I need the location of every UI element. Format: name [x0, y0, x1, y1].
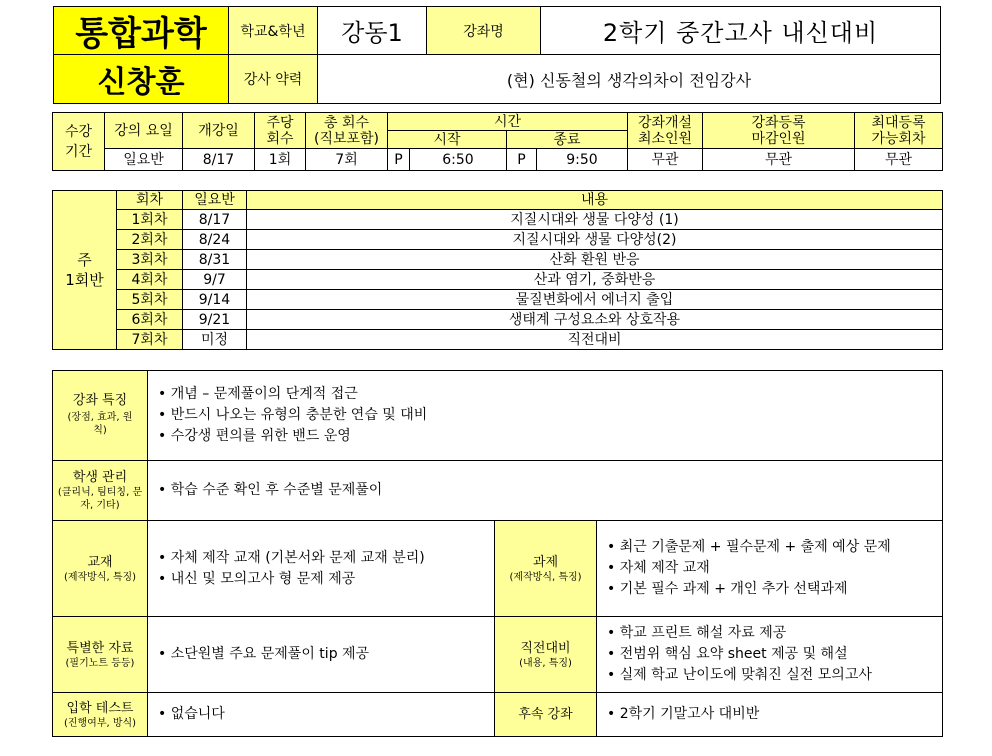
session-cell: 1회차 [117, 210, 183, 230]
session-cell: 2회차 [117, 230, 183, 250]
day-label: 강의 요일 [105, 113, 183, 149]
school-grade-value: 강동1 [317, 6, 427, 55]
entry-test-label [53, 693, 148, 737]
table-row [53, 330, 943, 350]
list-item: • 전범위 핵심 요약 sheet 제공 및 해설 [607, 644, 942, 665]
management-title: 학생 관리 [72, 470, 128, 485]
list-item: • 소단원별 주요 문제풀이 tip 제공 [158, 644, 494, 665]
day-value: 일요반 [105, 149, 183, 171]
entry-test-sub: (진행여부, 방식) [63, 717, 137, 729]
table-row [53, 290, 943, 310]
content-cell: 생태계 구성요소와 상호작용 [247, 310, 943, 330]
features-label [53, 371, 148, 461]
list-item: • 반드시 나오는 유형의 충분한 연습 및 대비 [158, 405, 942, 426]
teacher-profile-label: 강사 약력 [228, 54, 318, 104]
total-value: 7회 [306, 149, 388, 171]
follow-up-list [597, 704, 942, 725]
list-item: • 개념 – 문제풀이의 단계적 접근 [158, 384, 942, 405]
end-ampm: P [507, 149, 537, 171]
textbook-sub: (제작방식, 특징) [63, 571, 137, 583]
course-name-value: 2학기 중간고사 내신대비 [540, 6, 941, 55]
list-item: • 2학기 기말고사 대비반 [607, 704, 942, 725]
period-label: 수강 기간 [53, 113, 105, 171]
textbook-title: 교재 [87, 554, 113, 570]
teacher-name: 신창훈 [53, 54, 229, 104]
final-prep-title: 직전대비 [520, 640, 571, 656]
special-list [148, 644, 494, 665]
col-day: 일요반 [183, 191, 247, 210]
table-row [53, 270, 943, 290]
table-row [53, 230, 943, 250]
session-cell: 4회차 [117, 270, 183, 290]
content-cell: 물질변화에서 에너지 출입 [247, 290, 943, 310]
homework-title: 과제 [532, 554, 559, 570]
content-cell: 지질시대와 생물 다양성(2) [247, 230, 943, 250]
features-title: 강좌 특징 [72, 393, 128, 408]
teacher-profile-value: (현) 신동철의 생각의차이 전임강사 [317, 54, 941, 104]
homework-list [597, 537, 942, 600]
final-prep-label [495, 617, 597, 693]
list-item: • 없습니다 [158, 704, 494, 725]
list-item: • 자체 제작 교재 (기본서와 문제 교재 분리) [158, 548, 494, 569]
schedule-table [52, 112, 943, 171]
date-cell: 미정 [183, 330, 247, 350]
details-table [52, 370, 943, 737]
start-date-label: 개강일 [183, 113, 255, 149]
follow-up-label [495, 693, 597, 737]
date-cell: 9/21 [183, 310, 247, 330]
min-value: 무관 [628, 149, 703, 171]
table-row [53, 250, 943, 270]
start-ampm: P [388, 149, 410, 171]
list-item: • 내신 및 모의고사 형 문제 제공 [158, 569, 494, 590]
total-label: 총 회수 (직보포함) [306, 113, 388, 149]
session-cell: 7회차 [117, 330, 183, 350]
col-session: 회차 [117, 191, 183, 210]
list-item: • 수강생 편의를 위한 밴드 운영 [158, 426, 942, 447]
session-cell: 5회차 [117, 290, 183, 310]
date-cell: 8/24 [183, 230, 247, 250]
content-cell: 산과 염기, 중화반응 [247, 270, 943, 290]
start-date-value: 8/17 [183, 149, 255, 171]
features-sub: (장점, 효과, 원칙) [67, 412, 133, 436]
date-cell: 9/14 [183, 290, 247, 310]
follow-up-title: 후속 강좌 [518, 707, 573, 722]
special-title: 특별한 자료 [66, 640, 134, 656]
list-item: • 최근 기출문제 + 필수문제 + 출제 예상 문제 [607, 537, 942, 558]
content-cell: 지질시대와 생물 다양성 (1) [247, 210, 943, 230]
time-label: 시간 [388, 113, 628, 131]
weekly-value: 1회 [255, 149, 306, 171]
management-label [53, 461, 148, 521]
final-prep-list [597, 623, 942, 686]
curriculum-table [52, 190, 943, 350]
management-sub: (클리닉, 팀티칭, 문자, 기타) [57, 487, 143, 511]
time-end-label: 종료 [507, 131, 628, 149]
list-item: • 자체 제작 교재 [607, 558, 942, 579]
list-item: • 학습 수준 확인 후 수준별 문제풀이 [158, 480, 942, 501]
course-name-label: 강좌명 [426, 6, 541, 55]
col-content: 내용 [247, 191, 943, 210]
list-item: • 기본 필수 과제 + 개인 추가 선택과제 [607, 579, 942, 600]
features-list [148, 384, 942, 447]
management-list [148, 480, 942, 501]
entry-test-title: 입학 테스트 [66, 700, 134, 716]
max-label: 최대등록 가능회차 [855, 113, 943, 149]
entry-test-list [148, 704, 494, 725]
textbook-list [148, 548, 494, 590]
list-item: • 학교 프린트 해설 자료 제공 [607, 623, 942, 644]
table-row [53, 310, 943, 330]
special-sub: (필기노트 등등) [65, 657, 135, 669]
table-row [53, 210, 943, 230]
time-start-label: 시작 [388, 131, 507, 149]
date-cell: 8/17 [183, 210, 247, 230]
content-cell: 산화 환원 반응 [247, 250, 943, 270]
textbook-label [53, 521, 148, 617]
deadline-value: 무관 [703, 149, 855, 171]
start-time: 6:50 [410, 149, 507, 171]
session-cell: 3회차 [117, 250, 183, 270]
session-cell: 6회차 [117, 310, 183, 330]
end-time: 9:50 [537, 149, 628, 171]
final-prep-sub: (내용, 특징) [519, 657, 572, 669]
date-cell: 8/31 [183, 250, 247, 270]
max-value: 무관 [855, 149, 943, 171]
school-grade-label: 학교&학년 [228, 6, 318, 55]
homework-label [495, 521, 597, 617]
list-item: • 실제 학교 난이도에 맞춰진 실전 모의고사 [607, 665, 942, 686]
homework-sub: (제작방식, 특징) [509, 571, 582, 583]
weekly-label: 주당 회수 [255, 113, 306, 149]
content-cell: 직전대비 [247, 330, 943, 350]
curriculum-side-label: 주 1회반 [53, 191, 117, 350]
deadline-label: 강좌등록 마감인원 [703, 113, 855, 149]
date-cell: 9/7 [183, 270, 247, 290]
special-label [53, 617, 148, 693]
min-label: 강좌개설 최소인원 [628, 113, 703, 149]
subject-title: 통합과학 [53, 6, 229, 55]
